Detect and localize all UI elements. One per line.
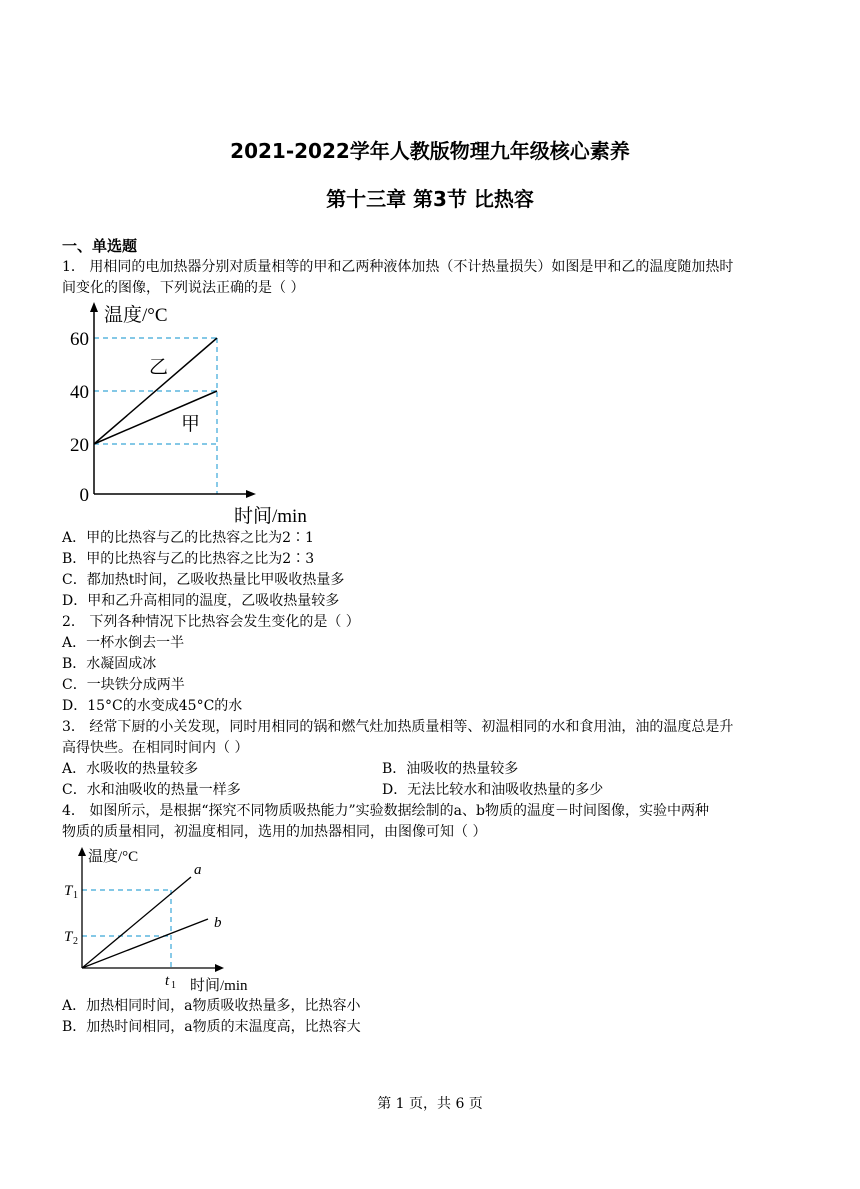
q1-option-c: C．都加热t时间，乙吸收热量比甲吸收热量多 [62,572,345,588]
q4-x-label: 时间/min [190,978,248,994]
q4-y-label: 温度/°C [88,849,139,865]
q3-stem-line1: 3． 经常下厨的小关发现，同时用相同的锅和燃气灶加热质量相等、初温相同的水和食用油，油的温度总是升 [62,719,734,735]
q2-option-d: D．15°C的水变成45°C的水 [62,698,243,714]
q2-option-a: A．一杯水倒去一半 [62,635,185,651]
q1-option-d: D．甲和乙升高相同的温度，乙吸收热量较多 [62,593,340,609]
q1-y-arrow [90,302,98,312]
q1-stem-line1: 1． 用相同的电加热器分别对质量相等的甲和乙两种液体加热（不计热量损失）如图是甲和乙的温度随加热时 [62,259,734,275]
q4-option-a: A．加热相同时间，a物质吸收热量多，比热容小 [62,998,361,1014]
q1-option-b: B．甲的比热容与乙的比热容之比为2∶3 [62,551,315,567]
q4-y-arrow [78,847,86,856]
page-number: 第 1 页，共 6 页 [377,1096,483,1112]
q4-ytick-t2: T [64,929,73,945]
q3-stem-line2: 高得快些。在相同时间内（ ） [62,740,249,756]
q1-temperature-graph [58,298,328,526]
section-heading: 一、单选题 [62,237,138,255]
q4-option-b: B．加热时间相同，a物质的末温度高，比热容大 [62,1019,361,1035]
q1-ytick-60: 60 [70,329,89,350]
q4-label-b: b [214,915,222,931]
q4-xtick-t1: t [165,973,170,989]
q2-option-c: C．一块铁分成两半 [62,677,185,693]
q4-stem-line1: 4． 如图所示，是根据“探究不同物质吸热能力”实验数据绘制的a、b物质的温度－时间图像，实验中两种 [62,803,709,819]
q4-label-a: a [194,862,202,878]
q1-label-jia: 甲 [181,414,201,435]
chapter-subtitle: 第十三章 第3节 比热容 [326,187,534,211]
q1-stem-line2: 间变化的图像，下列说法正确的是（ ） [62,280,305,296]
q1-option-a: A．甲的比热容与乙的比热容之比为2∶1 [62,530,314,546]
q3-option-a: A．水吸收的热量较多 [62,761,199,777]
q3-option-b: B．油吸收的热量较多 [382,761,519,777]
q1-ytick-20: 20 [70,435,89,456]
q3-option-c: C．水和油吸收的热量一样多 [62,782,241,798]
q1-ytick-40: 40 [70,382,89,403]
q1-label-yi: 乙 [149,357,169,378]
q4-ytick-t2-sub: 2 [73,936,78,947]
q4-ytick-t1-sub: 1 [73,890,78,901]
q1-x-arrow [246,490,256,498]
q4-x-arrow [215,964,224,972]
q4-ytick-t1: T [64,883,73,899]
q4-xtick-t1-sub: 1 [171,980,176,991]
q2-stem: 2． 下列各种情况下比热容会发生变化的是（ ） [62,614,360,630]
q1-y-label: 温度/°C [104,305,168,326]
q4-line-b [82,919,208,968]
q3-option-d: D．无法比较水和油吸收热量的多少 [382,782,604,798]
q4-line-a [82,877,191,968]
q2-option-b: B．水凝固成冰 [62,656,157,672]
page-title: 2021-2022学年人教版物理九年级核心素养 [230,139,630,163]
q4-stem-line2: 物质的质量相同，初温度相同，选用的加热器相同，由图像可知（ ） [62,824,487,840]
q1-ytick-0: 0 [79,485,89,506]
q4-temperature-graph [58,843,268,995]
q1-x-label: 时间/min [234,506,307,526]
